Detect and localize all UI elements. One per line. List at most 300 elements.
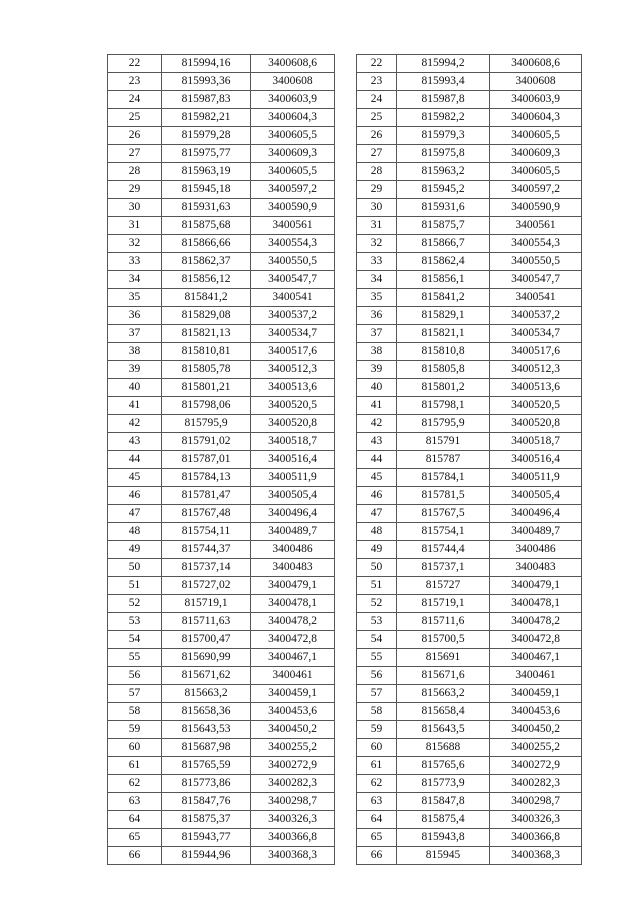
- right-y-coordinate-cell: 3400483: [490, 559, 582, 577]
- left-x-coordinate-cell: 815719,1: [162, 595, 251, 613]
- right-y-coordinate-cell: 3400605,5: [490, 127, 582, 145]
- right-y-coordinate-cell: 3400453,6: [490, 703, 582, 721]
- left-point-number-cell: 23: [108, 73, 162, 91]
- table-row: [108, 721, 582, 739]
- table-row: [108, 253, 582, 271]
- right-x-coordinate-cell: 815711,6: [397, 613, 490, 631]
- column-gap: [335, 613, 357, 631]
- left-y-coordinate-cell: 3400479,1: [251, 577, 335, 595]
- right-point-number-cell: 39: [357, 361, 397, 379]
- left-x-coordinate-cell: 815687,98: [162, 739, 251, 757]
- column-gap: [335, 649, 357, 667]
- right-y-coordinate-cell: 3400255,2: [490, 739, 582, 757]
- right-y-coordinate-cell: 3400518,7: [490, 433, 582, 451]
- left-x-coordinate-cell: 815767,48: [162, 505, 251, 523]
- left-point-number-cell: 45: [108, 469, 162, 487]
- right-point-number-cell: 53: [357, 613, 397, 631]
- table-row: [108, 793, 582, 811]
- column-gap: [335, 325, 357, 343]
- left-x-coordinate-cell: 815791,02: [162, 433, 251, 451]
- right-y-coordinate-cell: 3400450,2: [490, 721, 582, 739]
- column-gap: [335, 271, 357, 289]
- right-x-coordinate-cell: 815767,5: [397, 505, 490, 523]
- right-y-coordinate-cell: 3400547,7: [490, 271, 582, 289]
- right-y-coordinate-cell: 3400472,8: [490, 631, 582, 649]
- left-x-coordinate-cell: 815801,21: [162, 379, 251, 397]
- left-y-coordinate-cell: 3400505,4: [251, 487, 335, 505]
- left-point-number-cell: 37: [108, 325, 162, 343]
- left-y-coordinate-cell: 3400467,1: [251, 649, 335, 667]
- left-x-coordinate-cell: 815754,11: [162, 523, 251, 541]
- left-point-number-cell: 36: [108, 307, 162, 325]
- left-y-coordinate-cell: 3400605,5: [251, 127, 335, 145]
- left-point-number-cell: 47: [108, 505, 162, 523]
- table-row: [108, 541, 582, 559]
- table-row: [108, 325, 582, 343]
- right-point-number-cell: 49: [357, 541, 397, 559]
- left-x-coordinate-cell: 815944,96: [162, 847, 251, 865]
- right-x-coordinate-cell: 815643,5: [397, 721, 490, 739]
- left-x-coordinate-cell: 815945,18: [162, 181, 251, 199]
- right-x-coordinate-cell: 815795,9: [397, 415, 490, 433]
- right-x-coordinate-cell: 815663,2: [397, 685, 490, 703]
- right-y-coordinate-cell: 3400604,3: [490, 109, 582, 127]
- left-point-number-cell: 42: [108, 415, 162, 433]
- left-point-number-cell: 50: [108, 559, 162, 577]
- right-y-coordinate-cell: 3400516,4: [490, 451, 582, 469]
- table-row: [108, 271, 582, 289]
- column-gap: [335, 595, 357, 613]
- column-gap: [335, 451, 357, 469]
- left-y-coordinate-cell: 3400590,9: [251, 199, 335, 217]
- right-x-coordinate-cell: 815773,9: [397, 775, 490, 793]
- left-point-number-cell: 55: [108, 649, 162, 667]
- left-y-coordinate-cell: 3400478,1: [251, 595, 335, 613]
- left-y-coordinate-cell: 3400516,4: [251, 451, 335, 469]
- table-row: [108, 91, 582, 109]
- left-point-number-cell: 30: [108, 199, 162, 217]
- right-x-coordinate-cell: 815744,4: [397, 541, 490, 559]
- left-point-number-cell: 25: [108, 109, 162, 127]
- left-y-coordinate-cell: 3400537,2: [251, 307, 335, 325]
- right-point-number-cell: 37: [357, 325, 397, 343]
- table-row: [108, 505, 582, 523]
- right-x-coordinate-cell: 815963,2: [397, 163, 490, 181]
- table-row: [108, 379, 582, 397]
- right-point-number-cell: 50: [357, 559, 397, 577]
- left-point-number-cell: 41: [108, 397, 162, 415]
- right-y-coordinate-cell: 3400366,8: [490, 829, 582, 847]
- column-gap: [335, 811, 357, 829]
- left-x-coordinate-cell: 815875,68: [162, 217, 251, 235]
- right-point-number-cell: 61: [357, 757, 397, 775]
- right-x-coordinate-cell: 815994,2: [397, 55, 490, 73]
- left-x-coordinate-cell: 815805,78: [162, 361, 251, 379]
- left-x-coordinate-cell: 815875,37: [162, 811, 251, 829]
- left-point-number-cell: 27: [108, 145, 162, 163]
- table-row: [108, 145, 582, 163]
- left-x-coordinate-cell: 815795,9: [162, 415, 251, 433]
- left-x-coordinate-cell: 815993,36: [162, 73, 251, 91]
- right-point-number-cell: 31: [357, 217, 397, 235]
- left-y-coordinate-cell: 3400272,9: [251, 757, 335, 775]
- right-x-coordinate-cell: 815801,2: [397, 379, 490, 397]
- right-point-number-cell: 43: [357, 433, 397, 451]
- left-point-number-cell: 59: [108, 721, 162, 739]
- left-x-coordinate-cell: 815781,47: [162, 487, 251, 505]
- left-y-coordinate-cell: 3400534,7: [251, 325, 335, 343]
- table-row: [108, 595, 582, 613]
- left-x-coordinate-cell: 815963,19: [162, 163, 251, 181]
- right-point-number-cell: 54: [357, 631, 397, 649]
- column-gap: [335, 55, 357, 73]
- right-x-coordinate-cell: 815875,4: [397, 811, 490, 829]
- right-y-coordinate-cell: 3400590,9: [490, 199, 582, 217]
- left-x-coordinate-cell: 815979,28: [162, 127, 251, 145]
- right-point-number-cell: 59: [357, 721, 397, 739]
- left-y-coordinate-cell: 3400483: [251, 559, 335, 577]
- right-point-number-cell: 32: [357, 235, 397, 253]
- table-row: [108, 235, 582, 253]
- table-row: [108, 307, 582, 325]
- left-point-number-cell: 24: [108, 91, 162, 109]
- left-y-coordinate-cell: 3400282,3: [251, 775, 335, 793]
- left-y-coordinate-cell: 3400255,2: [251, 739, 335, 757]
- column-gap: [335, 199, 357, 217]
- right-point-number-cell: 30: [357, 199, 397, 217]
- column-gap: [335, 523, 357, 541]
- left-point-number-cell: 39: [108, 361, 162, 379]
- left-y-coordinate-cell: 3400547,7: [251, 271, 335, 289]
- left-x-coordinate-cell: 815643,53: [162, 721, 251, 739]
- table-row: [108, 361, 582, 379]
- table-row: [108, 433, 582, 451]
- right-y-coordinate-cell: 3400272,9: [490, 757, 582, 775]
- left-x-coordinate-cell: 815663,2: [162, 685, 251, 703]
- right-x-coordinate-cell: 815791: [397, 433, 490, 451]
- table-row: [108, 559, 582, 577]
- right-y-coordinate-cell: 3400512,3: [490, 361, 582, 379]
- left-point-number-cell: 56: [108, 667, 162, 685]
- right-point-number-cell: 36: [357, 307, 397, 325]
- right-x-coordinate-cell: 815975,8: [397, 145, 490, 163]
- column-gap: [335, 559, 357, 577]
- right-y-coordinate-cell: 3400282,3: [490, 775, 582, 793]
- right-point-number-cell: 58: [357, 703, 397, 721]
- left-x-coordinate-cell: 815765,59: [162, 757, 251, 775]
- table-row: [108, 667, 582, 685]
- left-y-coordinate-cell: 3400472,8: [251, 631, 335, 649]
- column-gap: [335, 163, 357, 181]
- column-gap: [335, 847, 357, 865]
- left-y-coordinate-cell: 3400489,7: [251, 523, 335, 541]
- right-point-number-cell: 52: [357, 595, 397, 613]
- column-gap: [335, 505, 357, 523]
- column-gap: [335, 415, 357, 433]
- left-point-number-cell: 53: [108, 613, 162, 631]
- right-y-coordinate-cell: 3400603,9: [490, 91, 582, 109]
- left-y-coordinate-cell: 3400604,3: [251, 109, 335, 127]
- right-x-coordinate-cell: 815805,8: [397, 361, 490, 379]
- left-point-number-cell: 46: [108, 487, 162, 505]
- right-point-number-cell: 63: [357, 793, 397, 811]
- left-y-coordinate-cell: 3400450,2: [251, 721, 335, 739]
- column-gap: [335, 289, 357, 307]
- right-y-coordinate-cell: 3400326,3: [490, 811, 582, 829]
- left-x-coordinate-cell: 815737,14: [162, 559, 251, 577]
- left-x-coordinate-cell: 815810,81: [162, 343, 251, 361]
- right-x-coordinate-cell: 815765,6: [397, 757, 490, 775]
- left-y-coordinate-cell: 3400461: [251, 667, 335, 685]
- left-point-number-cell: 51: [108, 577, 162, 595]
- left-y-coordinate-cell: 3400603,9: [251, 91, 335, 109]
- column-gap: [335, 127, 357, 145]
- left-y-coordinate-cell: 3400608: [251, 73, 335, 91]
- right-point-number-cell: 56: [357, 667, 397, 685]
- column-gap: [335, 91, 357, 109]
- column-gap: [335, 235, 357, 253]
- right-point-number-cell: 65: [357, 829, 397, 847]
- right-y-coordinate-cell: 3400517,6: [490, 343, 582, 361]
- right-x-coordinate-cell: 815781,5: [397, 487, 490, 505]
- left-y-coordinate-cell: 3400512,3: [251, 361, 335, 379]
- table-row: [108, 415, 582, 433]
- right-x-coordinate-cell: 815671,6: [397, 667, 490, 685]
- right-y-coordinate-cell: 3400513,6: [490, 379, 582, 397]
- right-y-coordinate-cell: 3400537,2: [490, 307, 582, 325]
- left-point-number-cell: 31: [108, 217, 162, 235]
- right-x-coordinate-cell: 815982,2: [397, 109, 490, 127]
- right-x-coordinate-cell: 815787: [397, 451, 490, 469]
- table-row: [108, 109, 582, 127]
- right-y-coordinate-cell: 3400520,8: [490, 415, 582, 433]
- left-x-coordinate-cell: 815700,47: [162, 631, 251, 649]
- table-row: [108, 451, 582, 469]
- right-x-coordinate-cell: 815810,8: [397, 343, 490, 361]
- right-point-number-cell: 29: [357, 181, 397, 199]
- left-point-number-cell: 48: [108, 523, 162, 541]
- right-y-coordinate-cell: 3400467,1: [490, 649, 582, 667]
- column-gap: [335, 757, 357, 775]
- left-y-coordinate-cell: 3400561: [251, 217, 335, 235]
- left-y-coordinate-cell: 3400605,5: [251, 163, 335, 181]
- right-x-coordinate-cell: 815841,2: [397, 289, 490, 307]
- column-gap: [335, 433, 357, 451]
- left-x-coordinate-cell: 815866,66: [162, 235, 251, 253]
- right-x-coordinate-cell: 815847,8: [397, 793, 490, 811]
- left-point-number-cell: 28: [108, 163, 162, 181]
- coordinates-table-body: [108, 55, 582, 865]
- table-row: [108, 73, 582, 91]
- right-x-coordinate-cell: 815979,3: [397, 127, 490, 145]
- right-x-coordinate-cell: 815737,1: [397, 559, 490, 577]
- right-x-coordinate-cell: 815658,4: [397, 703, 490, 721]
- right-point-number-cell: 62: [357, 775, 397, 793]
- left-y-coordinate-cell: 3400597,2: [251, 181, 335, 199]
- column-gap: [335, 793, 357, 811]
- column-gap: [335, 577, 357, 595]
- table-row: [108, 613, 582, 631]
- right-x-coordinate-cell: 815691: [397, 649, 490, 667]
- right-y-coordinate-cell: 3400554,3: [490, 235, 582, 253]
- left-y-coordinate-cell: 3400478,2: [251, 613, 335, 631]
- right-y-coordinate-cell: 3400608: [490, 73, 582, 91]
- right-point-number-cell: 25: [357, 109, 397, 127]
- right-x-coordinate-cell: 815700,5: [397, 631, 490, 649]
- left-point-number-cell: 38: [108, 343, 162, 361]
- right-point-number-cell: 64: [357, 811, 397, 829]
- left-point-number-cell: 64: [108, 811, 162, 829]
- left-y-coordinate-cell: 3400554,3: [251, 235, 335, 253]
- right-y-coordinate-cell: 3400368,3: [490, 847, 582, 865]
- left-y-coordinate-cell: 3400609,3: [251, 145, 335, 163]
- right-x-coordinate-cell: 815862,4: [397, 253, 490, 271]
- left-x-coordinate-cell: 815975,77: [162, 145, 251, 163]
- table-row: [108, 523, 582, 541]
- right-y-coordinate-cell: 3400459,1: [490, 685, 582, 703]
- table-row: [108, 163, 582, 181]
- right-x-coordinate-cell: 815866,7: [397, 235, 490, 253]
- left-y-coordinate-cell: 3400608,6: [251, 55, 335, 73]
- left-point-number-cell: 35: [108, 289, 162, 307]
- right-point-number-cell: 26: [357, 127, 397, 145]
- right-x-coordinate-cell: 815875,7: [397, 217, 490, 235]
- right-point-number-cell: 47: [357, 505, 397, 523]
- column-gap: [335, 307, 357, 325]
- right-point-number-cell: 46: [357, 487, 397, 505]
- right-y-coordinate-cell: 3400541: [490, 289, 582, 307]
- right-x-coordinate-cell: 815943,8: [397, 829, 490, 847]
- left-y-coordinate-cell: 3400541: [251, 289, 335, 307]
- column-gap: [335, 487, 357, 505]
- column-gap: [335, 379, 357, 397]
- left-x-coordinate-cell: 815847,76: [162, 793, 251, 811]
- right-x-coordinate-cell: 815993,4: [397, 73, 490, 91]
- right-point-number-cell: 45: [357, 469, 397, 487]
- right-point-number-cell: 40: [357, 379, 397, 397]
- right-y-coordinate-cell: 3400298,7: [490, 793, 582, 811]
- right-x-coordinate-cell: 815784,1: [397, 469, 490, 487]
- left-x-coordinate-cell: 815671,62: [162, 667, 251, 685]
- left-x-coordinate-cell: 815787,01: [162, 451, 251, 469]
- left-y-coordinate-cell: 3400486: [251, 541, 335, 559]
- right-point-number-cell: 24: [357, 91, 397, 109]
- right-point-number-cell: 23: [357, 73, 397, 91]
- left-point-number-cell: 63: [108, 793, 162, 811]
- left-x-coordinate-cell: 815784,13: [162, 469, 251, 487]
- right-x-coordinate-cell: 815688: [397, 739, 490, 757]
- right-point-number-cell: 35: [357, 289, 397, 307]
- left-y-coordinate-cell: 3400550,5: [251, 253, 335, 271]
- left-point-number-cell: 34: [108, 271, 162, 289]
- table-row: [108, 55, 582, 73]
- table-row: [108, 739, 582, 757]
- right-x-coordinate-cell: 815987,8: [397, 91, 490, 109]
- right-x-coordinate-cell: 815931,6: [397, 199, 490, 217]
- table-row: [108, 649, 582, 667]
- right-y-coordinate-cell: 3400461: [490, 667, 582, 685]
- right-x-coordinate-cell: 815821,1: [397, 325, 490, 343]
- right-point-number-cell: 44: [357, 451, 397, 469]
- right-y-coordinate-cell: 3400511,9: [490, 469, 582, 487]
- left-x-coordinate-cell: 815711,63: [162, 613, 251, 631]
- right-x-coordinate-cell: 815754,1: [397, 523, 490, 541]
- left-point-number-cell: 54: [108, 631, 162, 649]
- table-row: [108, 685, 582, 703]
- left-x-coordinate-cell: 815658,36: [162, 703, 251, 721]
- table-row: [108, 631, 582, 649]
- left-point-number-cell: 66: [108, 847, 162, 865]
- left-x-coordinate-cell: 815994,16: [162, 55, 251, 73]
- right-x-coordinate-cell: 815798,1: [397, 397, 490, 415]
- table-row: [108, 343, 582, 361]
- left-point-number-cell: 52: [108, 595, 162, 613]
- right-x-coordinate-cell: 815945: [397, 847, 490, 865]
- left-x-coordinate-cell: 815931,63: [162, 199, 251, 217]
- right-y-coordinate-cell: 3400609,3: [490, 145, 582, 163]
- left-x-coordinate-cell: 815821,13: [162, 325, 251, 343]
- right-point-number-cell: 34: [357, 271, 397, 289]
- left-y-coordinate-cell: 3400298,7: [251, 793, 335, 811]
- right-point-number-cell: 51: [357, 577, 397, 595]
- right-point-number-cell: 48: [357, 523, 397, 541]
- left-x-coordinate-cell: 815856,12: [162, 271, 251, 289]
- left-x-coordinate-cell: 815690,99: [162, 649, 251, 667]
- column-gap: [335, 145, 357, 163]
- right-x-coordinate-cell: 815856,1: [397, 271, 490, 289]
- left-x-coordinate-cell: 815727,02: [162, 577, 251, 595]
- column-gap: [335, 181, 357, 199]
- table-row: [108, 829, 582, 847]
- table-row: [108, 487, 582, 505]
- right-y-coordinate-cell: 3400520,5: [490, 397, 582, 415]
- left-x-coordinate-cell: 815841,2: [162, 289, 251, 307]
- column-gap: [335, 397, 357, 415]
- left-y-coordinate-cell: 3400368,3: [251, 847, 335, 865]
- table-row: [108, 469, 582, 487]
- left-point-number-cell: 33: [108, 253, 162, 271]
- left-point-number-cell: 61: [108, 757, 162, 775]
- left-y-coordinate-cell: 3400520,5: [251, 397, 335, 415]
- right-point-number-cell: 55: [357, 649, 397, 667]
- left-y-coordinate-cell: 3400496,4: [251, 505, 335, 523]
- table-row: [108, 577, 582, 595]
- table-row: [108, 847, 582, 865]
- left-x-coordinate-cell: 815744,37: [162, 541, 251, 559]
- column-gap: [335, 73, 357, 91]
- table-row: [108, 127, 582, 145]
- right-point-number-cell: 27: [357, 145, 397, 163]
- column-gap: [335, 829, 357, 847]
- right-point-number-cell: 28: [357, 163, 397, 181]
- table-row: [108, 757, 582, 775]
- left-y-coordinate-cell: 3400459,1: [251, 685, 335, 703]
- left-point-number-cell: 43: [108, 433, 162, 451]
- right-y-coordinate-cell: 3400486: [490, 541, 582, 559]
- table-row: [108, 181, 582, 199]
- column-gap: [335, 361, 357, 379]
- right-y-coordinate-cell: 3400534,7: [490, 325, 582, 343]
- right-point-number-cell: 57: [357, 685, 397, 703]
- left-point-number-cell: 65: [108, 829, 162, 847]
- right-y-coordinate-cell: 3400478,1: [490, 595, 582, 613]
- table-row: [108, 217, 582, 235]
- right-x-coordinate-cell: 815727: [397, 577, 490, 595]
- left-y-coordinate-cell: 3400517,6: [251, 343, 335, 361]
- column-gap: [335, 469, 357, 487]
- table-row: [108, 397, 582, 415]
- left-point-number-cell: 57: [108, 685, 162, 703]
